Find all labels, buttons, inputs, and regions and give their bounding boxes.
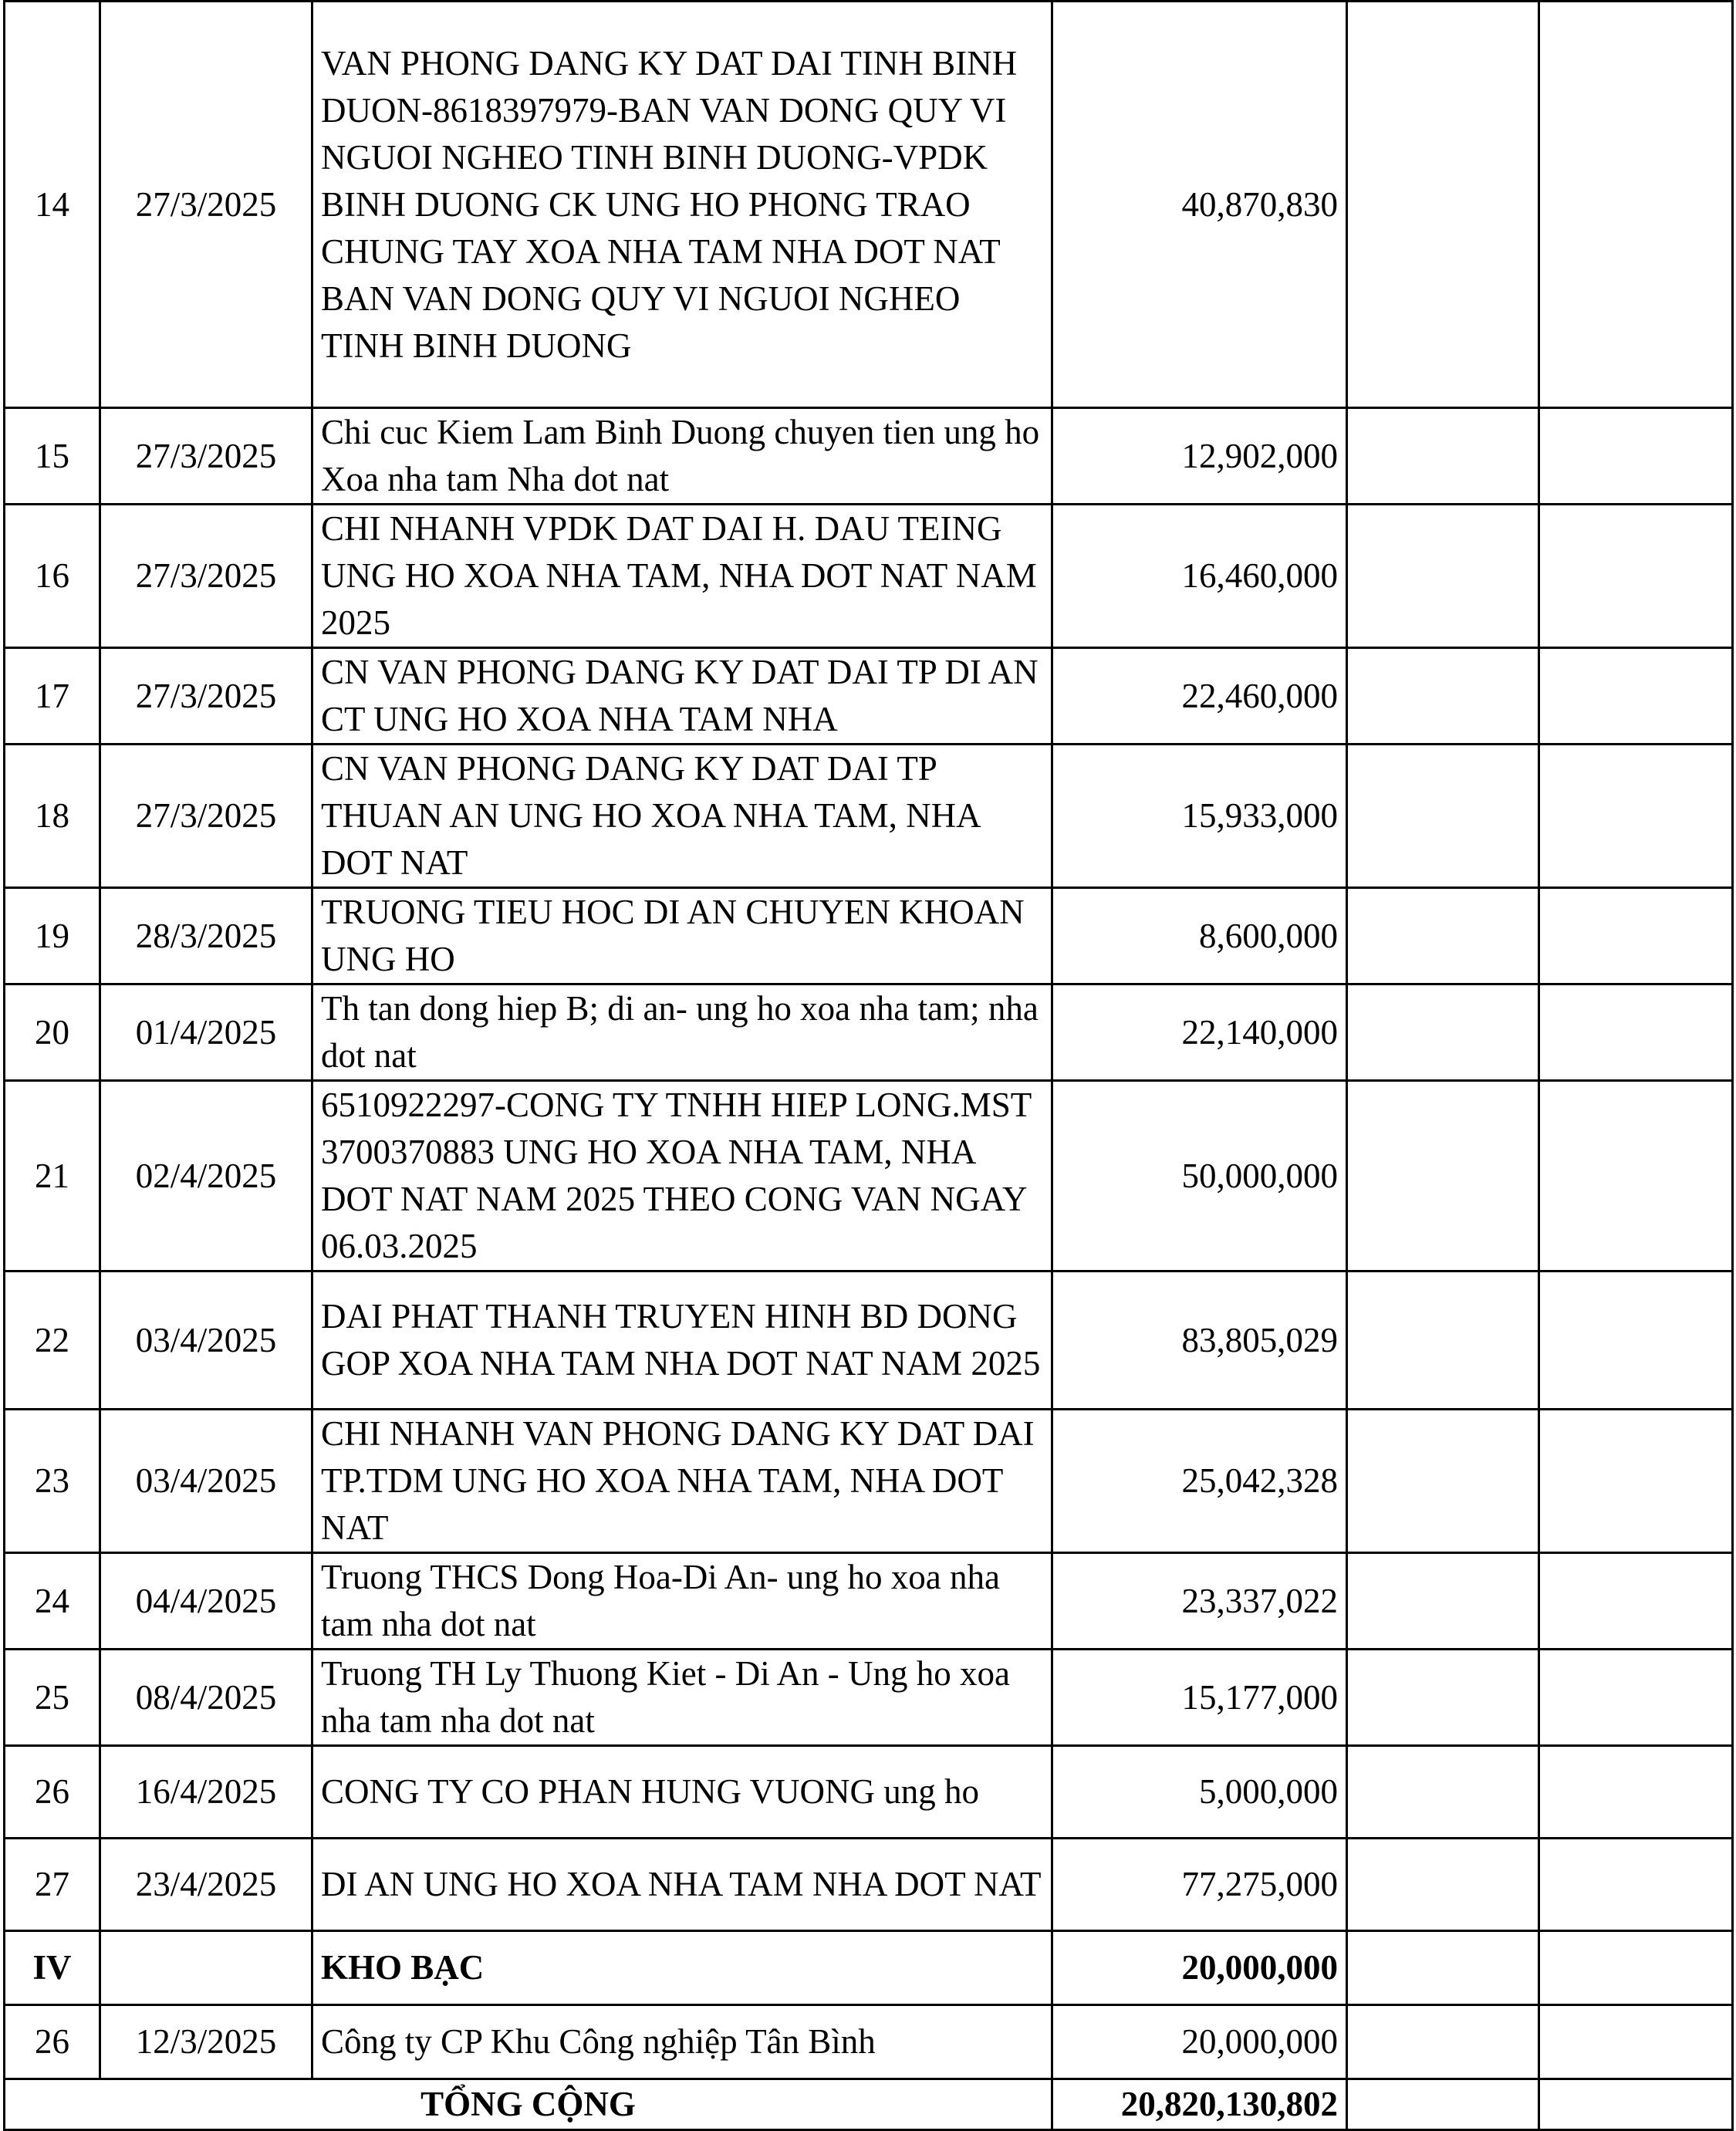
section-number: IV (5, 1931, 100, 2005)
section-amount: 20,000,000 (1052, 1931, 1347, 2005)
row-description: Truong THCS Dong Hoa-Di An- ung ho xoa nha tam nha dot nat (312, 1553, 1052, 1650)
row-description: VAN PHONG DANG KY DAT DAI TINH BINH DUON-8618397979-BAN VAN DONG QUY VI NGUOI NGHEO TINH BINH DUONG-VPDK BINH DUONG CK UNG HO PHONG TRAO CHUNG TAY XOA NHA TAM NHA DOT NAT BAN VAN DONG QUY VI NGUOI NGHEO TINH BINH DUONG (312, 2, 1052, 408)
row-number: 16 (5, 505, 100, 648)
row-empty-cell (1539, 1839, 1733, 1931)
row-amount: 20,000,000 (1052, 2005, 1347, 2079)
row-empty-cell (1539, 1650, 1733, 1746)
row-number: 22 (5, 1272, 100, 1410)
section-title: KHO BẠC (312, 1931, 1052, 2005)
row-empty-cell (1347, 888, 1539, 984)
row-empty-cell (1347, 1931, 1539, 2005)
row-date: 23/4/2025 (100, 1839, 312, 1931)
table-row (5, 1553, 1733, 1650)
row-description: DI AN UNG HO XOA NHA TAM NHA DOT NAT (312, 1839, 1052, 1931)
row-number: 20 (5, 984, 100, 1081)
row-description: 6510922297-CONG TY TNHH HIEP LONG.MST 3700370883 UNG HO XOA NHA TAM, NHA DOT NAT NAM 2025 THEO CONG VAN NGAY 06.03.2025 (312, 1081, 1052, 1272)
row-date: 03/4/2025 (100, 1410, 312, 1553)
row-date: 27/3/2025 (100, 648, 312, 745)
row-amount: 5,000,000 (1052, 1746, 1347, 1839)
row-description: Công ty CP Khu Công nghiệp Tân Bình (312, 2005, 1052, 2079)
row-number: 26 (5, 1746, 100, 1839)
row-empty-cell (1347, 2005, 1539, 2079)
row-amount: 16,460,000 (1052, 505, 1347, 648)
table-row (5, 2005, 1733, 2079)
table-row (5, 1410, 1733, 1553)
row-empty-cell (1539, 2, 1733, 408)
row-description: CN VAN PHONG DANG KY DAT DAI TP DI AN CT UNG HO XOA NHA TAM NHA (312, 648, 1052, 745)
table-row (5, 505, 1733, 648)
row-empty-cell (1347, 2, 1539, 408)
row-date: 12/3/2025 (100, 2005, 312, 2079)
row-date: 16/4/2025 (100, 1746, 312, 1839)
row-description: CHI NHANH VAN PHONG DANG KY DAT DAI TP.TDM UNG HO XOA NHA TAM, NHA DOT NAT (312, 1410, 1052, 1553)
total-label: TỔNG CỘNG (5, 2079, 1052, 2130)
row-number: 21 (5, 1081, 100, 1272)
row-description: Truong TH Ly Thuong Kiet - Di An - Ung ho xoa nha tam nha dot nat (312, 1650, 1052, 1746)
section-header-row (5, 1931, 1733, 2005)
row-date: 04/4/2025 (100, 1553, 312, 1650)
row-empty-cell (1539, 2079, 1733, 2130)
table-row (5, 1272, 1733, 1410)
row-empty-cell (1347, 648, 1539, 745)
table-row (5, 1650, 1733, 1746)
row-number: 27 (5, 1839, 100, 1931)
row-description: CONG TY CO PHAN HUNG VUONG ung ho (312, 1746, 1052, 1839)
row-date: 03/4/2025 (100, 1272, 312, 1410)
table-row (5, 408, 1733, 505)
table-row (5, 1746, 1733, 1839)
row-amount: 50,000,000 (1052, 1081, 1347, 1272)
row-date: 08/4/2025 (100, 1650, 312, 1746)
row-number: 14 (5, 2, 100, 408)
table-row (5, 648, 1733, 745)
row-number: 18 (5, 745, 100, 888)
row-amount: 12,902,000 (1052, 408, 1347, 505)
row-number: 15 (5, 408, 100, 505)
row-description: CN VAN PHONG DANG KY DAT DAI TP THUAN AN UNG HO XOA NHA TAM, NHA DOT NAT (312, 745, 1052, 888)
row-description: Th tan dong hiep B; di an- ung ho xoa nha tam; nha dot nat (312, 984, 1052, 1081)
row-empty-cell (1539, 408, 1733, 505)
section-date (100, 1931, 312, 2005)
row-number: 23 (5, 1410, 100, 1553)
table-row (5, 745, 1733, 888)
row-amount: 23,337,022 (1052, 1553, 1347, 1650)
total-row (5, 2079, 1733, 2130)
row-date: 27/3/2025 (100, 505, 312, 648)
table-row (5, 1081, 1733, 1272)
row-empty-cell (1347, 2079, 1539, 2130)
row-amount: 8,600,000 (1052, 888, 1347, 984)
row-amount: 83,805,029 (1052, 1272, 1347, 1410)
table-row (5, 1839, 1733, 1931)
total-amount: 20,820,130,802 (1052, 2079, 1347, 2130)
row-date: 27/3/2025 (100, 745, 312, 888)
row-empty-cell (1347, 1746, 1539, 1839)
row-empty-cell (1347, 1081, 1539, 1272)
row-amount: 15,177,000 (1052, 1650, 1347, 1746)
table-row (5, 2, 1733, 408)
row-empty-cell (1347, 408, 1539, 505)
row-empty-cell (1347, 984, 1539, 1081)
row-date: 02/4/2025 (100, 1081, 312, 1272)
row-amount: 77,275,000 (1052, 1839, 1347, 1931)
row-number: 19 (5, 888, 100, 984)
row-empty-cell (1539, 1553, 1733, 1650)
row-number: 26 (5, 2005, 100, 2079)
row-date: 01/4/2025 (100, 984, 312, 1081)
row-empty-cell (1539, 505, 1733, 648)
ledger-body (5, 2, 1733, 2130)
row-empty-cell (1539, 648, 1733, 745)
row-number: 24 (5, 1553, 100, 1650)
row-empty-cell (1539, 888, 1733, 984)
row-empty-cell (1347, 745, 1539, 888)
row-empty-cell (1539, 745, 1733, 888)
row-amount: 25,042,328 (1052, 1410, 1347, 1553)
row-number: 17 (5, 648, 100, 745)
row-empty-cell (1539, 1272, 1733, 1410)
row-description: Chi cuc Kiem Lam Binh Duong chuyen tien ung ho Xoa nha tam Nha dot nat (312, 408, 1052, 505)
row-empty-cell (1539, 2005, 1733, 2079)
row-empty-cell (1539, 1931, 1733, 2005)
row-amount: 22,140,000 (1052, 984, 1347, 1081)
row-empty-cell (1347, 1650, 1539, 1746)
row-empty-cell (1347, 505, 1539, 648)
table-row (5, 984, 1733, 1081)
row-amount: 22,460,000 (1052, 648, 1347, 745)
row-empty-cell (1347, 1410, 1539, 1553)
row-amount: 40,870,830 (1052, 2, 1347, 408)
row-description: TRUONG TIEU HOC DI AN CHUYEN KHOAN UNG HO (312, 888, 1052, 984)
row-empty-cell (1539, 1746, 1733, 1839)
row-empty-cell (1347, 1839, 1539, 1931)
row-date: 27/3/2025 (100, 2, 312, 408)
row-description: DAI PHAT THANH TRUYEN HINH BD DONG GOP XOA NHA TAM NHA DOT NAT NAM 2025 (312, 1272, 1052, 1410)
row-description: CHI NHANH VPDK DAT DAI H. DAU TEING UNG HO XOA NHA TAM, NHA DOT NAT NAM 2025 (312, 505, 1052, 648)
table-row (5, 888, 1733, 984)
row-empty-cell (1539, 1410, 1733, 1553)
row-empty-cell (1347, 1272, 1539, 1410)
row-empty-cell (1539, 1081, 1733, 1272)
row-date: 28/3/2025 (100, 888, 312, 984)
row-empty-cell (1347, 1553, 1539, 1650)
row-empty-cell (1539, 984, 1733, 1081)
donation-ledger-table (3, 0, 1734, 2131)
row-date: 27/3/2025 (100, 408, 312, 505)
row-amount: 15,933,000 (1052, 745, 1347, 888)
row-number: 25 (5, 1650, 100, 1746)
